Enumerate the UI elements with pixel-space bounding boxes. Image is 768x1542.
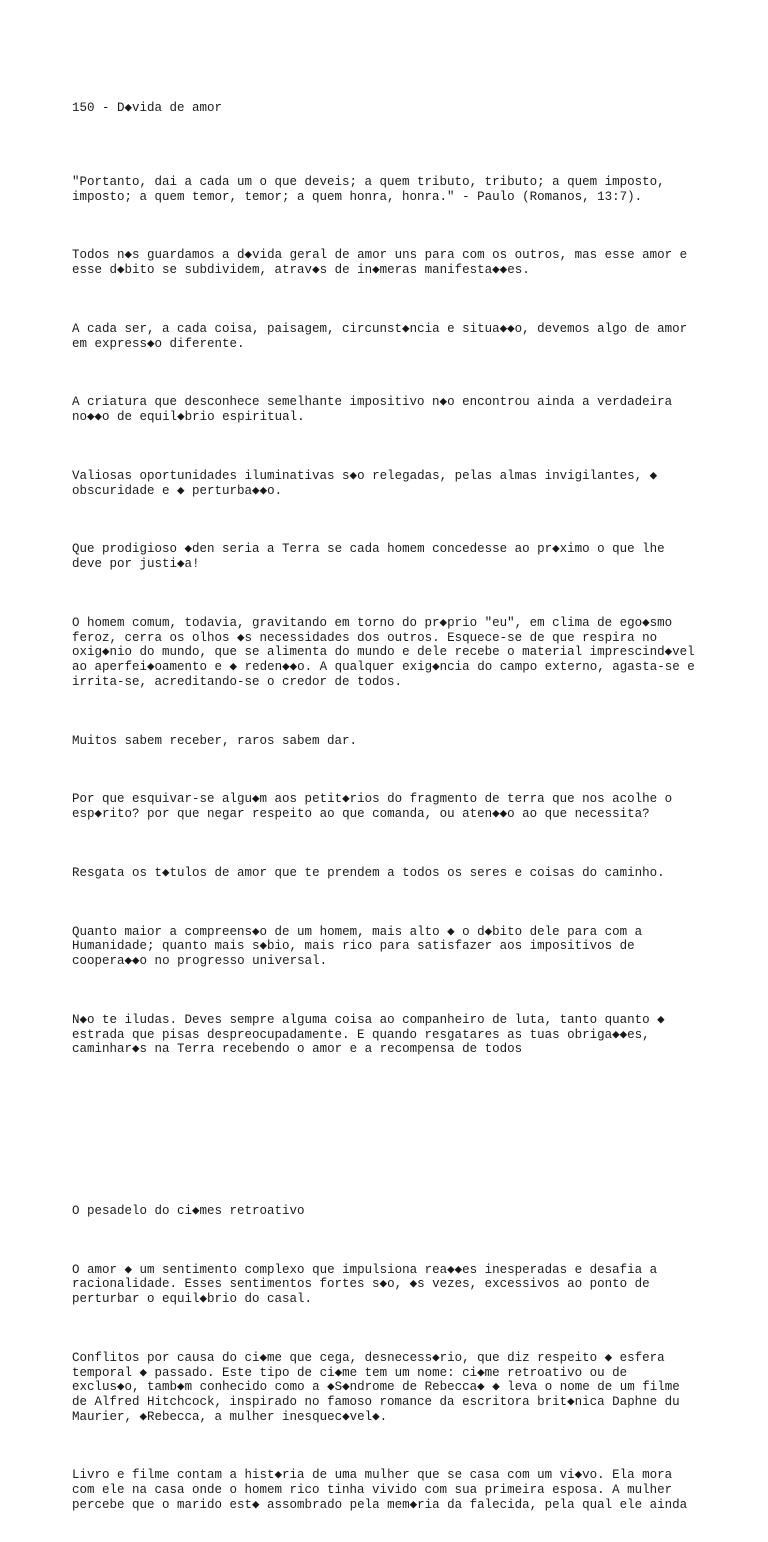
- paragraph: Todos n◆s guardamos a d◆vida geral de amor uns para com os outros, mas esse amor e esse d◆bito se subdividem, atrav◆s de in◆meras manifesta◆◆es.: [72, 248, 688, 278]
- paragraph: N◆o te iludas. Deves sempre alguma coisa ao companheiro de luta, tanto quanto ◆ estrada que pisas despreocupadamente. E quando resgatares as tuas obriga◆◆es, caminhar◆s na Terra recebendo o amor e a recompensa de todos: [72, 1012, 665, 1057]
- paragraph: Que prodigioso ◆den seria a Terra se cada homem concedesse ao pr◆ximo o que lhe deve por justi◆a!: [72, 542, 665, 572]
- paragraph: Livro e filme contam a hist◆ria de uma mulher que se casa com um vi◆vo. Ela mora com ele na casa onde o homem rico tinha vivido com sua primeira esposa. A mulher percebe que o marido est◆ assombrado pela mem◆ria da falecida, pela qual ele ainda: [72, 1468, 688, 1512]
- epigraph-quote: "Portanto, dai a cada um o que deveis; a quem tributo, tributo; a quem imposto, imposto; a quem temor, temor; a quem honra, honra." - Paulo (Romanos, 13:7).: [72, 174, 665, 204]
- paragraph: Quanto maior a compreens◆o de um homem, mais alto ◆ o d◆bito dele para com a Humanidade; quanto mais s◆bio, mais rico para satisfazer aos impositivos de coopera◆◆o no progresso universal.: [72, 924, 643, 969]
- paragraph: O amor ◆ um sentimento complexo que impulsiona rea◆◆es inesperadas e desafia a racionalidade. Esses sentimentos fortes s◆o, ◆s vezes, excessivos ao ponto de perturbar o equil◆brio do casal.: [72, 1262, 658, 1307]
- section-title-ciumes-retroativo: O pesadelo do ci◆mes retroativo: [72, 1203, 305, 1218]
- section-spacer: [72, 1116, 702, 1160]
- paragraph: Valiosas oportunidades iluminativas s◆o relegadas, pelas almas invigilantes, ◆ obscuridade e ◆ perturba◆◆o.: [72, 468, 658, 498]
- paragraph: Por que esquivar-se algu◆m aos petit◆rios do fragmento de terra que nos acolhe o esp◆rito? por que negar respeito ao que comanda, ou aten◆◆o ao que necessita?: [72, 792, 673, 822]
- document-page: [72, 72, 702, 1542]
- paragraph: A criatura que desconhece semelhante impositivo n◆o encontrou ainda a verdadeira no◆◆o de equil◆brio espiritual.: [72, 395, 673, 425]
- section-title-divida-de-amor: 150 - D◆vida de amor: [72, 101, 223, 116]
- paragraph: Resgata os t◆tulos de amor que te prendem a todos os seres e coisas do caminho.: [72, 865, 665, 880]
- paragraph: Conflitos por causa do ci◆me que cega, desnecess◆rio, que diz respeito ◆ esfera temporal ◆ passado. Este tipo de ci◆me tem um nome: ci◆me retroativo ou de exclus◆o, tamb◆m conhecido como a ◆S◆ndrome de Rebecca◆ ◆ leva o nome de um filme de Alfred Hitchcock, inspirado no famoso romance da escritora brit◆nica Daphne du Maurier, ◆Rebecca, a mulher inesquec◆vel◆.: [72, 1350, 680, 1424]
- paragraph: A cada ser, a cada coisa, paisagem, circunst◆ncia e situa◆◆o, devemos algo de amor em express◆o diferente.: [72, 321, 688, 351]
- paragraph: O homem comum, todavia, gravitando em torno do pr◆prio "eu", em clima de ego◆smo feroz, cerra os olhos ◆s necessidades dos outros. Esquece-se de que respira no oxig◆nio do mundo, que se alimenta do mundo e dele recebe o material imprescind◆vel ao aperfei◆oamento e ◆ reden◆◆o. A qualquer exig◆ncia do campo externo, agasta-se e irrita-se, acreditando-se o credor de todos.: [72, 615, 695, 689]
- paragraph: Muitos sabem receber, raros sabem dar.: [72, 733, 358, 748]
